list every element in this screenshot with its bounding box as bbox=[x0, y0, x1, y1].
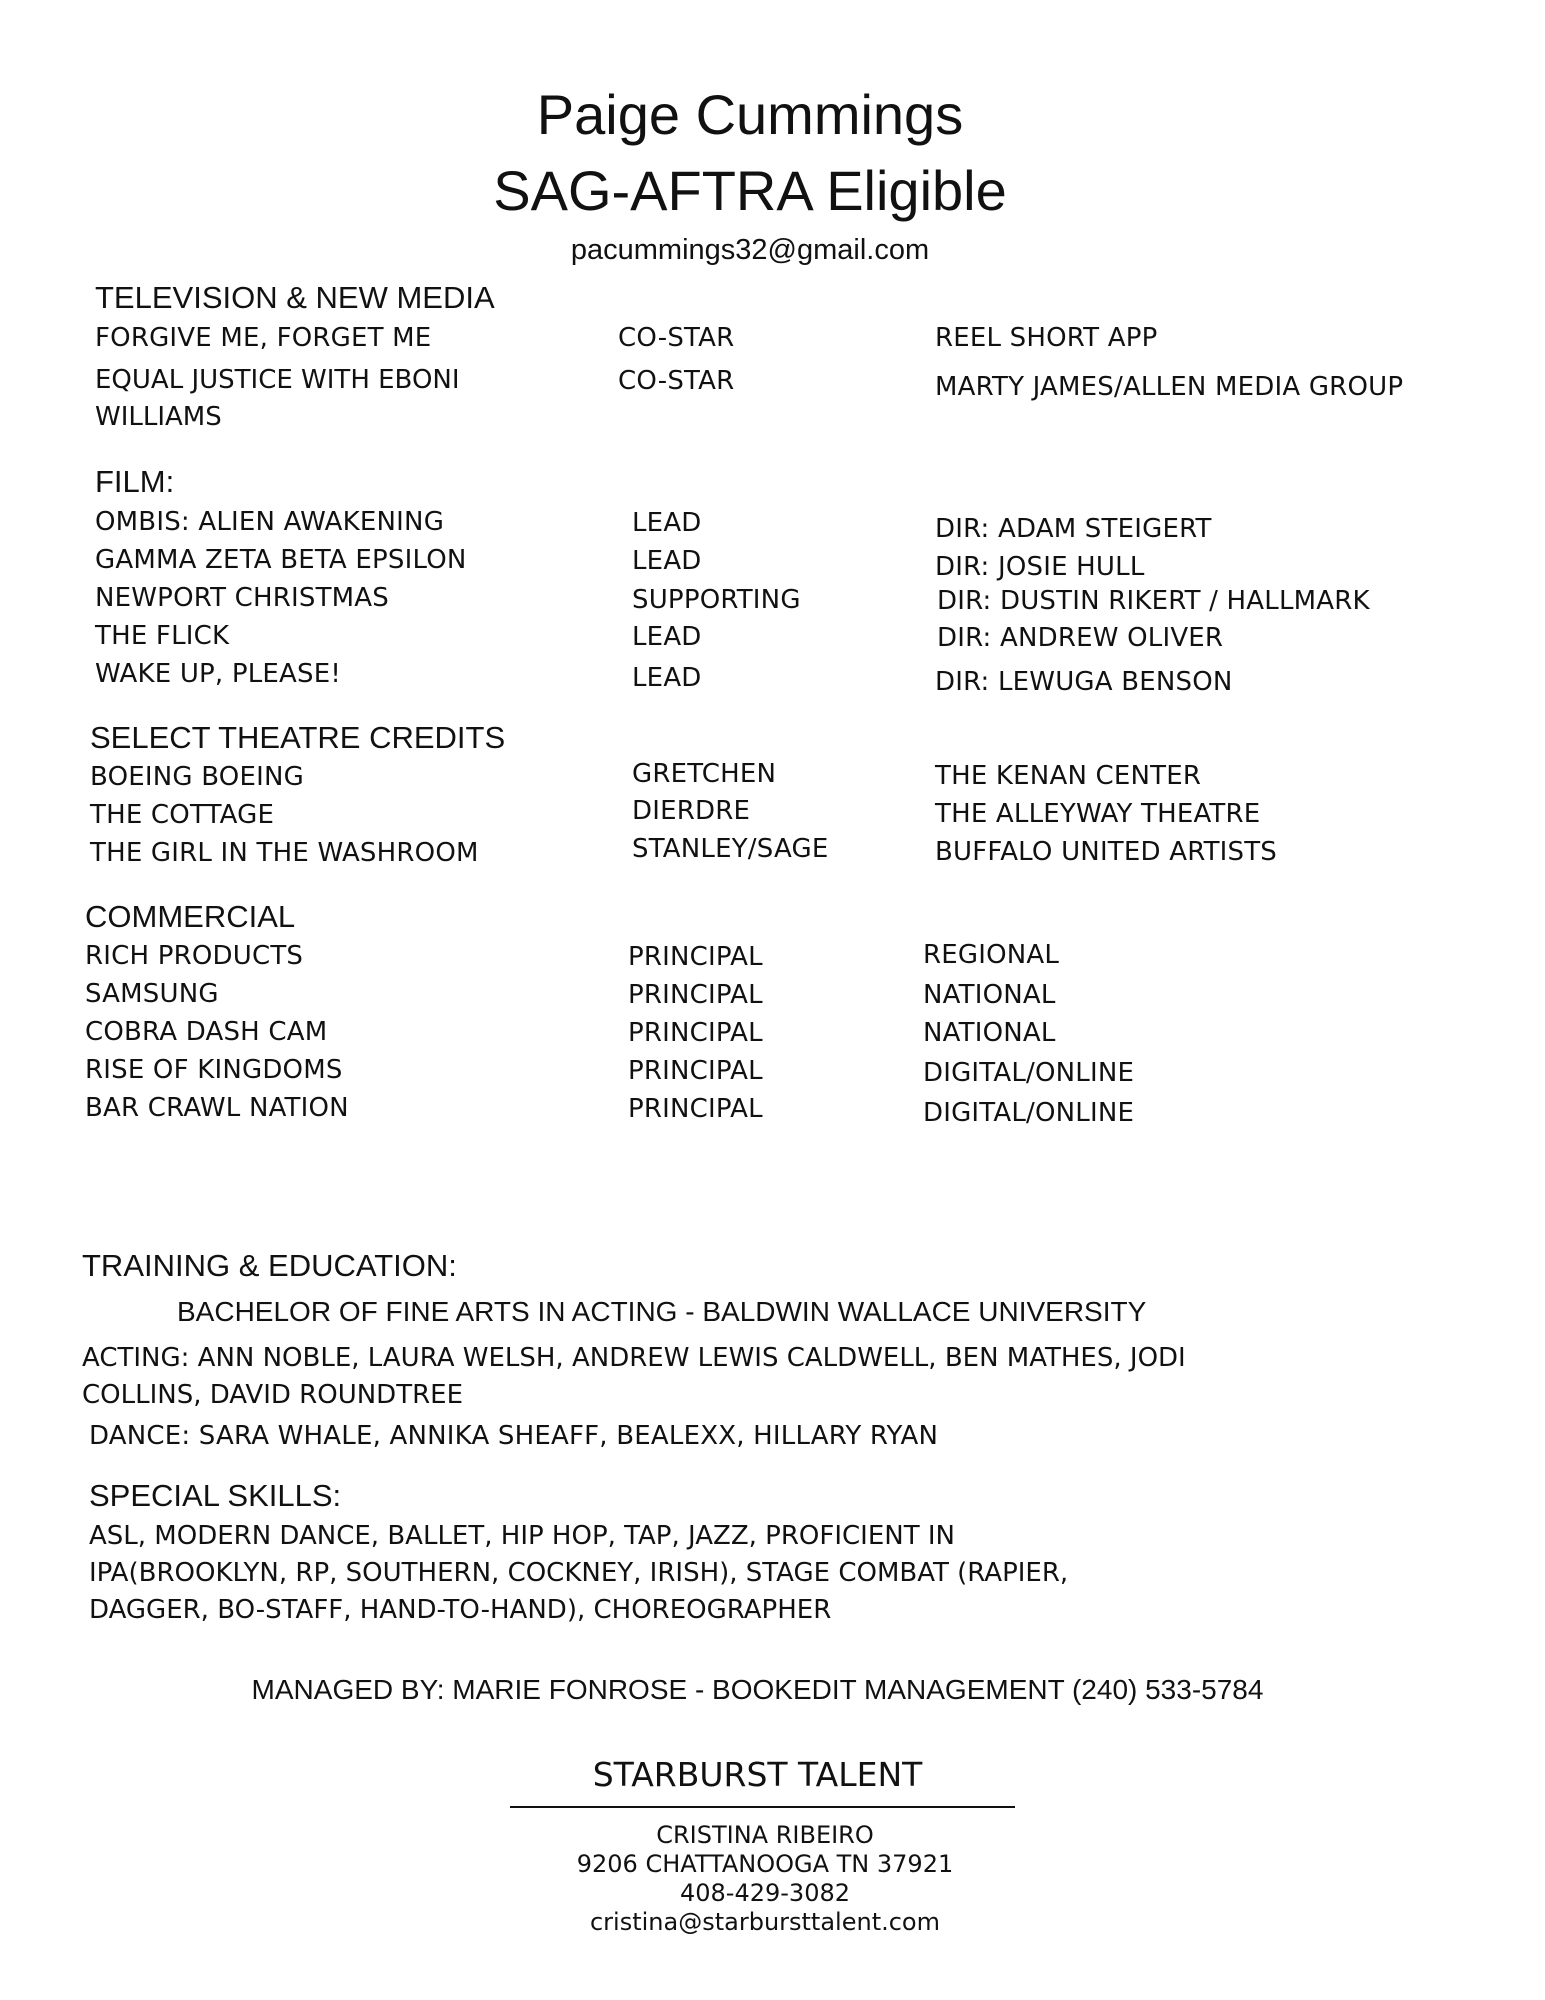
film-role: LEAD bbox=[632, 622, 702, 652]
management: MANAGED BY: MARIE FONROSE - BOOKEDIT MANAGEMENT (240) 533-5784 bbox=[251, 1674, 1264, 1705]
commercial-role: PRINCIPAL bbox=[628, 980, 763, 1010]
contact-email: pacummings32@gmail.com bbox=[570, 234, 930, 266]
tv-title: FORGIVE ME, FORGET ME bbox=[95, 323, 432, 353]
commercial-credit: DIGITAL/ONLINE bbox=[923, 1098, 1135, 1128]
commercial-title: RISE OF KINGDOMS bbox=[85, 1055, 343, 1085]
commercial-heading: COMMERCIAL bbox=[85, 899, 296, 934]
film-title: OMBIS: ALIEN AWAKENING bbox=[95, 507, 445, 537]
commercial-title: COBRA DASH CAM bbox=[85, 1017, 328, 1047]
commercial-role: PRINCIPAL bbox=[628, 942, 763, 972]
training-heading: TRAINING & EDUCATION: bbox=[82, 1248, 457, 1283]
theatre-role: GRETCHEN bbox=[632, 759, 777, 789]
tv-title: EQUAL JUSTICE WITH EBONI WILLIAMS bbox=[95, 365, 460, 432]
film-credit: DIR: ANDREW OLIVER bbox=[937, 623, 1224, 653]
theatre-credit: BUFFALO UNITED ARTISTS bbox=[935, 837, 1278, 867]
agency-address: 9206 CHATTANOOGA TN 37921 bbox=[576, 1850, 954, 1878]
commercial-credit: NATIONAL bbox=[923, 980, 1056, 1010]
skills-heading: SPECIAL SKILLS: bbox=[89, 1478, 342, 1513]
agency-phone: 408-429-3082 bbox=[679, 1879, 850, 1907]
theatre-title: THE GIRL IN THE WASHROOM bbox=[90, 838, 479, 868]
tv-role: CO-STAR bbox=[618, 323, 735, 353]
film-credit: DIR: LEWUGA BENSON bbox=[935, 667, 1233, 697]
film-credit: DIR: DUSTIN RIKERT / HALLMARK bbox=[937, 586, 1370, 616]
commercial-role: PRINCIPAL bbox=[628, 1056, 763, 1086]
film-title: WAKE UP, PLEASE! bbox=[95, 659, 341, 689]
dance-teachers: DANCE: SARA WHALE, ANNIKA SHEAFF, BEALEXX, HILLARY RYAN bbox=[89, 1421, 939, 1451]
film-title: GAMMA ZETA BETA EPSILON bbox=[95, 545, 467, 575]
film-role: LEAD bbox=[632, 546, 702, 576]
tv-credit: MARTY JAMES/ALLEN MEDIA GROUP bbox=[935, 372, 1404, 402]
film-role: LEAD bbox=[632, 663, 702, 693]
actor-name: Paige Cummings bbox=[536, 83, 964, 146]
film-heading: FILM: bbox=[95, 464, 175, 499]
film-title: THE FLICK bbox=[95, 621, 230, 651]
commercial-role: PRINCIPAL bbox=[628, 1018, 763, 1048]
theatre-role: DIERDRE bbox=[632, 796, 751, 826]
commercial-credit: REGIONAL bbox=[923, 940, 1060, 970]
commercial-title: SAMSUNG bbox=[85, 979, 219, 1009]
theatre-credit: THE KENAN CENTER bbox=[935, 761, 1202, 791]
commercial-role: PRINCIPAL bbox=[628, 1094, 763, 1124]
theatre-role: STANLEY/SAGE bbox=[632, 834, 829, 864]
theatre-heading: SELECT THEATRE CREDITS bbox=[90, 720, 506, 755]
agency-name: STARBURST TALENT bbox=[592, 1755, 923, 1794]
union-status: SAG-AFTRA Eligible bbox=[493, 159, 1007, 222]
tv-role: CO-STAR bbox=[618, 366, 735, 396]
film-credit: DIR: ADAM STEIGERT bbox=[935, 514, 1212, 544]
film-title: NEWPORT CHRISTMAS bbox=[95, 583, 389, 613]
theatre-title: BOEING BOEING bbox=[90, 762, 304, 792]
agent-name: CRISTINA RIBEIRO bbox=[656, 1821, 874, 1849]
degree: BACHELOR OF FINE ARTS IN ACTING - BALDWIN WALLACE UNIVERSITY bbox=[177, 1296, 1147, 1327]
theatre-title: THE COTTAGE bbox=[90, 800, 275, 830]
commercial-credit: DIGITAL/ONLINE bbox=[923, 1058, 1135, 1088]
film-credit: DIR: JOSIE HULL bbox=[935, 552, 1145, 582]
tv-credit: REEL SHORT APP bbox=[935, 323, 1158, 353]
skills-list: ASL, MODERN DANCE, BALLET, HIP HOP, TAP, JAZZ, PROFICIENT IN IPA(BROOKLYN, RP, SOUTHERN, COCKNEY, IRISH), STAGE COMBAT (RAPIER, DAGGER, BO-STAFF, HAND-TO-HAND), CHOREOGRAPHER bbox=[89, 1521, 1069, 1625]
commercial-credit: NATIONAL bbox=[923, 1018, 1056, 1048]
commercial-title: RICH PRODUCTS bbox=[85, 941, 304, 971]
film-role: LEAD bbox=[632, 508, 702, 538]
tv-heading: TELEVISION & NEW MEDIA bbox=[95, 280, 495, 315]
film-role: SUPPORTING bbox=[632, 585, 801, 615]
agency-email: cristina@starbursttalent.com bbox=[589, 1908, 940, 1936]
agency-divider bbox=[510, 1806, 1015, 1808]
acting-teachers: ACTING: ANN NOBLE, LAURA WELSH, ANDREW LEWIS CALDWELL, BEN MATHES, JODI COLLINS, DAVID ROUNDTREE bbox=[82, 1343, 1186, 1410]
theatre-credit: THE ALLEYWAY THEATRE bbox=[935, 799, 1261, 829]
commercial-title: BAR CRAWL NATION bbox=[85, 1093, 349, 1123]
